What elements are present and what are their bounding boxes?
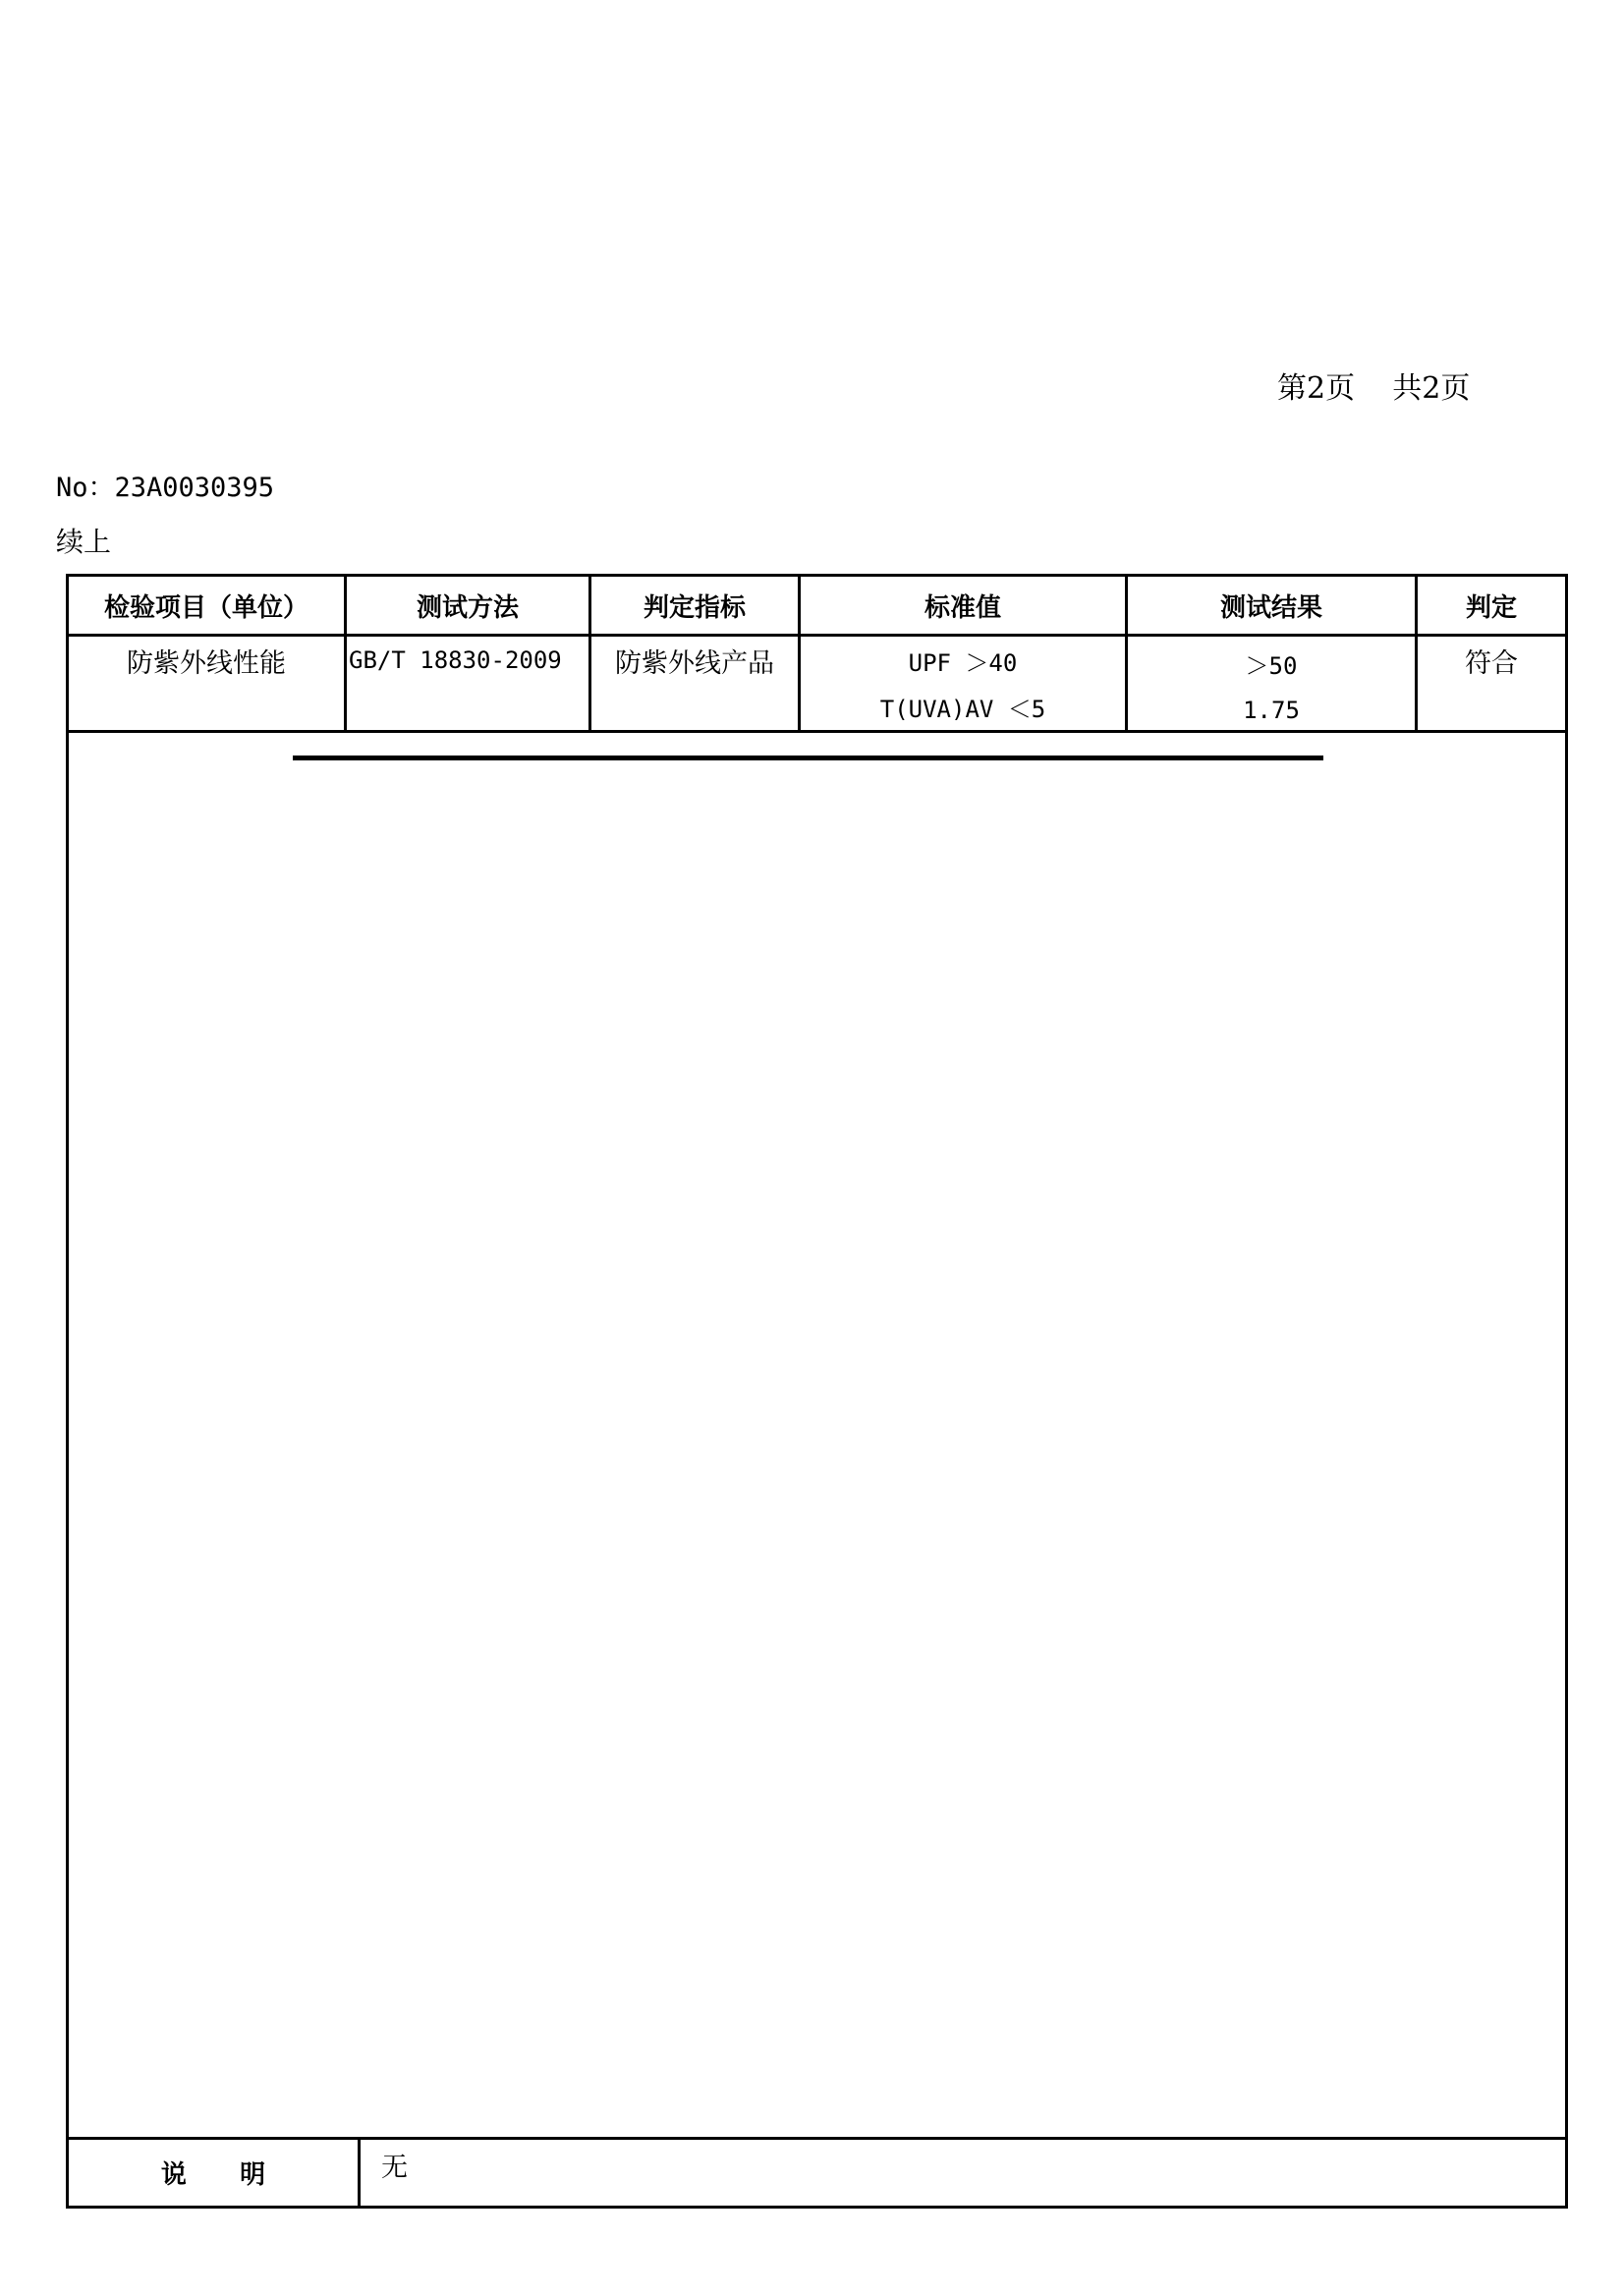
remarks-value: 无 <box>381 2152 408 2183</box>
report-number: No：23A0030395 <box>56 473 275 503</box>
continued-label: 续上 <box>56 526 112 558</box>
end-separator-line <box>293 756 1323 760</box>
table-cell-verdict: 符合 <box>1465 647 1518 679</box>
table-cell-method: GB/T 18830-2009 <box>349 646 562 674</box>
table-cell-result-upf: ＞50 <box>1245 651 1298 680</box>
table-cell-result-tuva: 1.75 <box>1243 697 1300 724</box>
page-indicator: 第2页 共2页 <box>1277 371 1471 406</box>
remarks-col-divider <box>358 2137 361 2206</box>
table-cell-criterion: 防紫外线产品 <box>615 647 774 679</box>
remarks-label: 说 明 <box>160 2160 266 2190</box>
column-header-result: 测试结果 <box>1219 592 1322 623</box>
column-header-verdict: 判定 <box>1465 592 1517 623</box>
column-header-method: 测试方法 <box>416 592 519 623</box>
column-header-criterion: 判定指标 <box>643 592 746 623</box>
column-header-standard: 标准值 <box>924 592 1001 623</box>
column-header-item: 检验项目（单位） <box>103 592 308 623</box>
table-cell-standard-tuva: T(UVA)AV ＜5 <box>879 695 1046 723</box>
table-cell-standard-upf: UPF ＞40 <box>908 648 1018 677</box>
results-table <box>66 574 1568 2209</box>
table-cell-item: 防紫外线性能 <box>127 647 286 679</box>
